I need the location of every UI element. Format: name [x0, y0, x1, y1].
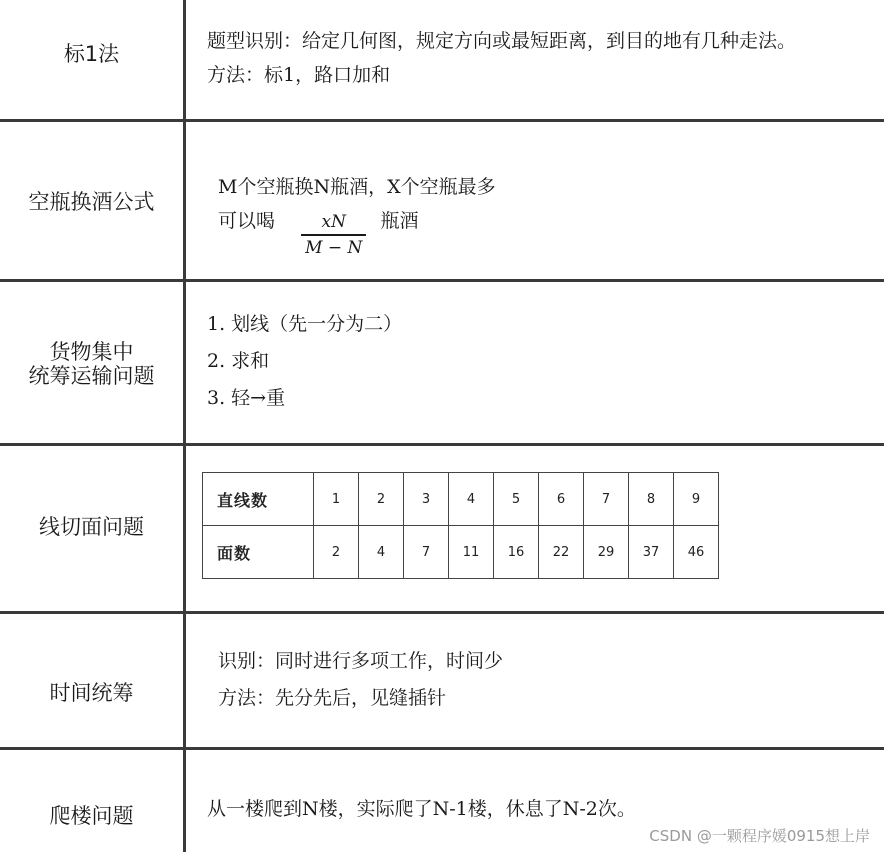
table-cell: 7 [404, 526, 449, 579]
content-line: 识别：同时进行多项工作，时间少 [218, 650, 504, 672]
table-header-cell: 面数 [203, 526, 314, 579]
table-cell: 2 [314, 526, 359, 579]
fraction-bar [301, 234, 366, 236]
row-label-bottle-exchange: 空瓶换酒公式 [28, 190, 155, 214]
table-cell: 7 [584, 473, 629, 526]
row-label-time-planning: 时间统筹 [49, 681, 134, 705]
content-line: 2. 求和 [207, 350, 270, 372]
table-cell: 5 [494, 473, 539, 526]
table-cell: 22 [539, 526, 584, 579]
table-cell: 11 [449, 526, 494, 579]
table-cell: 2 [359, 473, 404, 526]
table-row [203, 473, 719, 526]
row-label-biao1: 标1法 [63, 42, 120, 66]
row-label-cargo-transport [0, 340, 183, 388]
fraction-numerator: xN [321, 212, 346, 232]
table-cell: 3 [404, 473, 449, 526]
content-line: 3. 轻→重 [207, 387, 286, 409]
formula-line [218, 204, 496, 258]
row-divider [0, 611, 884, 614]
label-line: 货物集中 [49, 340, 134, 364]
fraction-denominator: M − N [305, 237, 363, 258]
table-cell: 1 [314, 473, 359, 526]
table-cell: 46 [674, 526, 719, 579]
row-divider [0, 747, 884, 750]
table-cell: 8 [629, 473, 674, 526]
row-content-cargo-transport [207, 306, 402, 417]
row-divider [0, 443, 884, 446]
watermark: CSDN @一颗程序媛0915想上岸 [649, 827, 870, 845]
table-cell: 9 [674, 473, 719, 526]
row-divider [0, 119, 884, 122]
content-line: 方法：先分先后，见缝插针 [218, 687, 447, 709]
lines-regions-table [202, 472, 719, 579]
formula-prefix: 可以喝 [218, 210, 276, 232]
table-cell: 4 [359, 526, 404, 579]
table-cell: 6 [539, 473, 584, 526]
content-line: 从一楼爬到N楼，实际爬了N-1楼，休息了N-2次。 [207, 798, 636, 820]
row-label-line-cut-plane: 线切面问题 [39, 515, 144, 539]
formula-suffix: 瓶酒 [380, 210, 419, 232]
row-content-biao1 [207, 24, 796, 92]
table-cell: 16 [494, 526, 539, 579]
row-divider [0, 279, 884, 282]
content-line: 题型识别：给定几何图，规定方向或最短距离，到目的地有几种走法。 [207, 30, 797, 52]
content-line: 方法：标1，路口加和 [207, 64, 391, 86]
table-cell: 4 [449, 473, 494, 526]
table-cell: 29 [584, 526, 629, 579]
content-line: M个空瓶换N瓶酒，X个空瓶最多 [218, 176, 496, 198]
row-content-stair-climbing [207, 792, 636, 826]
row-content-time-planning [218, 643, 503, 717]
table-header-cell: 直线数 [203, 473, 314, 526]
table-row [203, 526, 719, 579]
content-line: 1. 划线（先一分为二） [207, 313, 403, 335]
row-content-bottle-exchange [218, 170, 496, 258]
table-cell: 37 [629, 526, 674, 579]
fraction [301, 212, 366, 258]
row-label-stair-climbing: 爬楼问题 [49, 804, 134, 828]
label-line: 统筹运输问题 [28, 364, 155, 388]
column-divider [183, 0, 186, 852]
